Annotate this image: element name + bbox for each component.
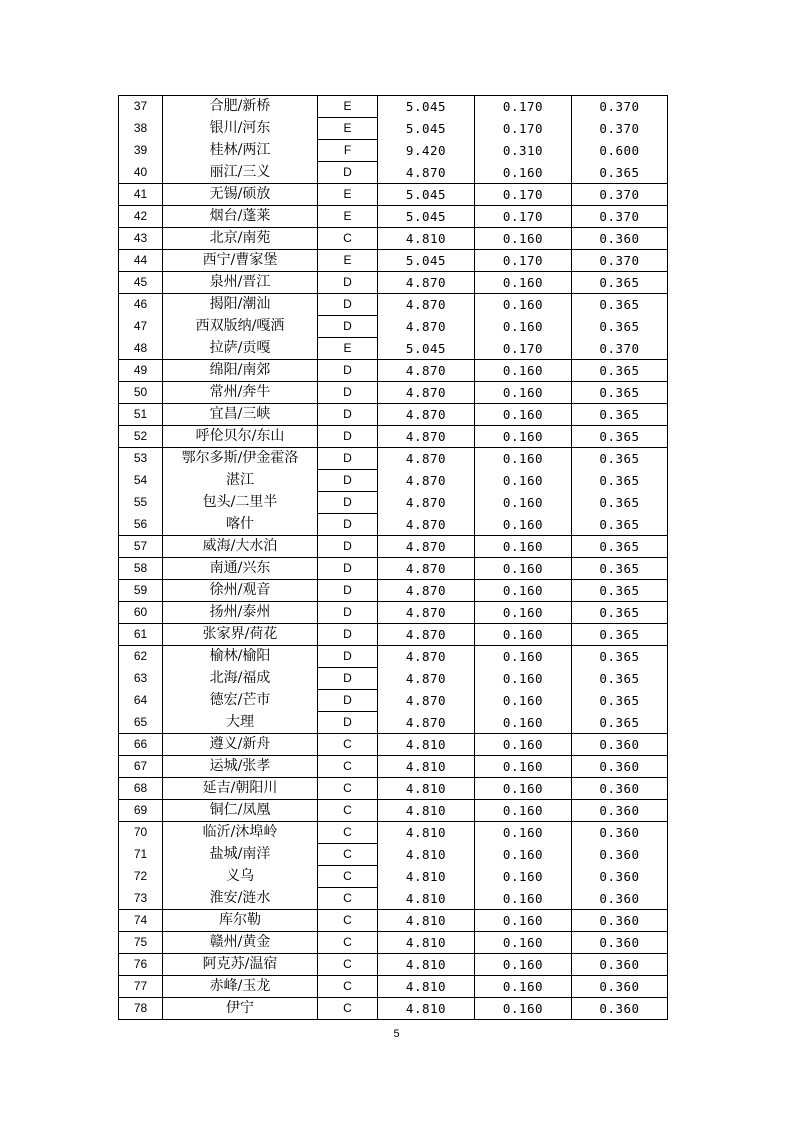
- airport-grade: D: [318, 536, 378, 558]
- fee-value-1: 4.870: [378, 426, 475, 448]
- fee-value-3: 0.365: [572, 624, 668, 646]
- row-number: 52: [119, 426, 163, 448]
- table-row: [119, 976, 668, 998]
- airport-name: 西双版纳/嘎洒: [163, 316, 318, 338]
- table-row: [119, 932, 668, 954]
- fee-value-2: 0.170: [475, 250, 572, 272]
- row-number: 56: [119, 514, 163, 536]
- table-row: [119, 536, 668, 558]
- airport-name: 丽江/三义: [163, 162, 318, 184]
- fee-value-2: 0.170: [475, 118, 572, 140]
- airport-grade: D: [318, 316, 378, 338]
- fee-value-3: 0.370: [572, 206, 668, 228]
- airport-name: 呼伦贝尔/东山: [163, 426, 318, 448]
- table-row: [119, 162, 668, 184]
- fee-value-3: 0.360: [572, 778, 668, 800]
- row-number: 71: [119, 844, 163, 866]
- fee-value-3: 0.600: [572, 140, 668, 162]
- fee-value-3: 0.370: [572, 338, 668, 360]
- fee-value-3: 0.365: [572, 602, 668, 624]
- airport-name: 包头/二里半: [163, 492, 318, 514]
- fee-value-2: 0.160: [475, 690, 572, 712]
- fee-value-1: 4.870: [378, 294, 475, 316]
- fee-value-1: 9.420: [378, 140, 475, 162]
- fee-value-2: 0.170: [475, 206, 572, 228]
- row-number: 63: [119, 668, 163, 690]
- fee-value-2: 0.160: [475, 822, 572, 844]
- airport-grade: D: [318, 360, 378, 382]
- airport-grade: D: [318, 294, 378, 316]
- fee-value-1: 4.870: [378, 272, 475, 294]
- table-row: [119, 866, 668, 888]
- fee-value-1: 4.870: [378, 668, 475, 690]
- fee-value-1: 4.810: [378, 954, 475, 976]
- fee-value-1: 4.870: [378, 404, 475, 426]
- row-number: 75: [119, 932, 163, 954]
- table-row: [119, 888, 668, 910]
- airport-grade: C: [318, 866, 378, 888]
- fee-value-1: 4.870: [378, 536, 475, 558]
- row-number: 62: [119, 646, 163, 668]
- airport-name: 遵义/新舟: [163, 734, 318, 756]
- airport-name: 南通/兴东: [163, 558, 318, 580]
- airport-name: 合肥/新桥: [163, 96, 318, 118]
- table-row: [119, 602, 668, 624]
- fee-value-1: 5.045: [378, 250, 475, 272]
- fee-value-2: 0.160: [475, 646, 572, 668]
- airport-name: 宜昌/三峡: [163, 404, 318, 426]
- fee-value-1: 4.870: [378, 514, 475, 536]
- airport-name: 运城/张孝: [163, 756, 318, 778]
- fee-value-1: 4.870: [378, 624, 475, 646]
- fee-value-3: 0.365: [572, 492, 668, 514]
- fee-value-3: 0.365: [572, 162, 668, 184]
- row-number: 61: [119, 624, 163, 646]
- row-number: 58: [119, 558, 163, 580]
- fee-value-3: 0.365: [572, 272, 668, 294]
- airport-name: 西宁/曹家堡: [163, 250, 318, 272]
- airport-grade: E: [318, 118, 378, 140]
- airport-grade: D: [318, 558, 378, 580]
- fee-value-2: 0.160: [475, 294, 572, 316]
- airport-grade: D: [318, 602, 378, 624]
- airport-grade: D: [318, 580, 378, 602]
- airport-grade: D: [318, 382, 378, 404]
- airport-grade: D: [318, 624, 378, 646]
- airport-name: 拉萨/贡嘎: [163, 338, 318, 360]
- table-row: [119, 712, 668, 734]
- fee-value-1: 5.045: [378, 338, 475, 360]
- fee-value-1: 4.870: [378, 492, 475, 514]
- table-row: [119, 778, 668, 800]
- fee-value-2: 0.160: [475, 404, 572, 426]
- airport-name: 鄂尔多斯/伊金霍洛: [163, 448, 318, 470]
- fee-value-3: 0.360: [572, 976, 668, 998]
- table-row: [119, 338, 668, 360]
- airport-name: 库尔勒: [163, 910, 318, 932]
- fee-value-2: 0.160: [475, 734, 572, 756]
- fee-value-1: 4.870: [378, 558, 475, 580]
- table-row: [119, 96, 668, 118]
- airport-grade: E: [318, 206, 378, 228]
- airport-grade: C: [318, 910, 378, 932]
- fee-value-1: 4.810: [378, 734, 475, 756]
- fee-value-3: 0.360: [572, 932, 668, 954]
- fee-value-2: 0.170: [475, 184, 572, 206]
- row-number: 60: [119, 602, 163, 624]
- fee-value-2: 0.160: [475, 844, 572, 866]
- fee-value-3: 0.360: [572, 756, 668, 778]
- table-row: [119, 118, 668, 140]
- fee-value-3: 0.360: [572, 866, 668, 888]
- fee-value-2: 0.160: [475, 228, 572, 250]
- airport-name: 扬州/泰州: [163, 602, 318, 624]
- airport-name: 大理: [163, 712, 318, 734]
- table-row: [119, 668, 668, 690]
- fee-value-3: 0.365: [572, 712, 668, 734]
- table-row: [119, 206, 668, 228]
- row-number: 49: [119, 360, 163, 382]
- airport-name: 泉州/晋江: [163, 272, 318, 294]
- airport-grade: D: [318, 492, 378, 514]
- airport-name: 银川/河东: [163, 118, 318, 140]
- fee-value-3: 0.360: [572, 954, 668, 976]
- airport-name: 阿克苏/温宿: [163, 954, 318, 976]
- airport-grade: C: [318, 998, 378, 1020]
- fee-value-1: 4.810: [378, 778, 475, 800]
- fee-value-2: 0.160: [475, 448, 572, 470]
- airport-name: 北京/南苑: [163, 228, 318, 250]
- fee-value-1: 4.810: [378, 976, 475, 998]
- fee-value-1: 4.870: [378, 690, 475, 712]
- airport-grade: D: [318, 690, 378, 712]
- table-row: [119, 448, 668, 470]
- airport-name: 盐城/南洋: [163, 844, 318, 866]
- airport-name: 威海/大水泊: [163, 536, 318, 558]
- airport-grade: D: [318, 162, 378, 184]
- airport-grade: E: [318, 338, 378, 360]
- fee-value-2: 0.160: [475, 800, 572, 822]
- fee-value-2: 0.160: [475, 360, 572, 382]
- airport-grade: D: [318, 514, 378, 536]
- row-number: 67: [119, 756, 163, 778]
- airport-grade: C: [318, 756, 378, 778]
- row-number: 38: [119, 118, 163, 140]
- airport-name: 临沂/沐埠岭: [163, 822, 318, 844]
- table-row: [119, 404, 668, 426]
- row-number: 51: [119, 404, 163, 426]
- row-number: 57: [119, 536, 163, 558]
- fee-value-3: 0.365: [572, 646, 668, 668]
- airport-name: 赤峰/玉龙: [163, 976, 318, 998]
- table-row: [119, 492, 668, 514]
- airport-grade: C: [318, 800, 378, 822]
- table-row: [119, 954, 668, 976]
- fee-value-3: 0.365: [572, 668, 668, 690]
- fee-value-2: 0.170: [475, 338, 572, 360]
- airport-name: 烟台/蓬莱: [163, 206, 318, 228]
- airport-grade: C: [318, 976, 378, 998]
- fee-value-1: 4.810: [378, 756, 475, 778]
- fee-value-3: 0.360: [572, 822, 668, 844]
- fee-value-2: 0.160: [475, 602, 572, 624]
- fee-value-1: 4.810: [378, 888, 475, 910]
- airport-grade: D: [318, 668, 378, 690]
- fee-value-2: 0.160: [475, 866, 572, 888]
- airport-grade: C: [318, 734, 378, 756]
- airport-grade: C: [318, 228, 378, 250]
- airport-grade: C: [318, 844, 378, 866]
- fee-value-1: 4.870: [378, 646, 475, 668]
- airport-name: 赣州/黄金: [163, 932, 318, 954]
- airport-grade: D: [318, 426, 378, 448]
- table-row: [119, 360, 668, 382]
- row-number: 73: [119, 888, 163, 910]
- fee-value-3: 0.365: [572, 580, 668, 602]
- fee-value-3: 0.370: [572, 96, 668, 118]
- fee-value-3: 0.365: [572, 294, 668, 316]
- airport-name: 绵阳/南郊: [163, 360, 318, 382]
- fee-value-3: 0.365: [572, 316, 668, 338]
- fee-value-2: 0.160: [475, 162, 572, 184]
- row-number: 42: [119, 206, 163, 228]
- page-number: 5: [393, 1028, 400, 1040]
- table-body: [119, 96, 668, 1020]
- airport-grade: F: [318, 140, 378, 162]
- airport-grade: E: [318, 184, 378, 206]
- fee-value-2: 0.160: [475, 998, 572, 1020]
- airport-name: 常州/奔牛: [163, 382, 318, 404]
- fee-value-1: 4.870: [378, 602, 475, 624]
- fee-value-1: 5.045: [378, 206, 475, 228]
- row-number: 70: [119, 822, 163, 844]
- table-row: [119, 228, 668, 250]
- row-number: 41: [119, 184, 163, 206]
- airport-name: 淮安/涟水: [163, 888, 318, 910]
- row-number: 53: [119, 448, 163, 470]
- table-row: [119, 844, 668, 866]
- fee-value-3: 0.365: [572, 448, 668, 470]
- fee-value-3: 0.360: [572, 998, 668, 1020]
- fee-value-1: 5.045: [378, 118, 475, 140]
- airport-grade: C: [318, 888, 378, 910]
- fee-value-3: 0.365: [572, 514, 668, 536]
- fee-value-1: 4.870: [378, 712, 475, 734]
- airport-name: 喀什: [163, 514, 318, 536]
- row-number: 77: [119, 976, 163, 998]
- row-number: 46: [119, 294, 163, 316]
- airport-name: 揭阳/潮汕: [163, 294, 318, 316]
- fee-value-3: 0.370: [572, 118, 668, 140]
- table-row: [119, 800, 668, 822]
- fee-value-3: 0.365: [572, 470, 668, 492]
- fee-value-1: 4.870: [378, 580, 475, 602]
- fee-value-2: 0.160: [475, 712, 572, 734]
- fee-value-2: 0.160: [475, 932, 572, 954]
- fee-value-2: 0.160: [475, 580, 572, 602]
- airport-grade: E: [318, 250, 378, 272]
- fee-value-1: 4.870: [378, 448, 475, 470]
- airport-name: 伊宁: [163, 998, 318, 1020]
- table-row: [119, 558, 668, 580]
- row-number: 59: [119, 580, 163, 602]
- fee-value-1: 5.045: [378, 184, 475, 206]
- table-row: [119, 140, 668, 162]
- table-row: [119, 998, 668, 1020]
- airport-grade: D: [318, 470, 378, 492]
- row-number: 55: [119, 492, 163, 514]
- fee-value-3: 0.360: [572, 734, 668, 756]
- table-row: [119, 470, 668, 492]
- row-number: 68: [119, 778, 163, 800]
- row-number: 74: [119, 910, 163, 932]
- table-row: [119, 822, 668, 844]
- table-row: [119, 316, 668, 338]
- fee-value-1: 4.870: [378, 382, 475, 404]
- fee-value-3: 0.360: [572, 888, 668, 910]
- fee-value-2: 0.160: [475, 514, 572, 536]
- fee-value-1: 4.810: [378, 998, 475, 1020]
- fee-value-2: 0.160: [475, 382, 572, 404]
- fee-value-2: 0.160: [475, 316, 572, 338]
- fee-value-3: 0.365: [572, 360, 668, 382]
- fee-value-1: 4.810: [378, 800, 475, 822]
- airport-grade: E: [318, 96, 378, 118]
- fee-value-1: 4.870: [378, 470, 475, 492]
- fee-value-2: 0.160: [475, 976, 572, 998]
- fee-value-3: 0.360: [572, 910, 668, 932]
- fee-value-1: 4.810: [378, 844, 475, 866]
- fee-value-3: 0.370: [572, 184, 668, 206]
- fee-value-2: 0.160: [475, 536, 572, 558]
- fee-value-2: 0.160: [475, 272, 572, 294]
- fee-value-3: 0.365: [572, 426, 668, 448]
- airport-name: 义乌: [163, 866, 318, 888]
- fee-value-1: 4.810: [378, 910, 475, 932]
- row-number: 37: [119, 96, 163, 118]
- fee-value-3: 0.370: [572, 250, 668, 272]
- row-number: 45: [119, 272, 163, 294]
- fee-value-2: 0.160: [475, 426, 572, 448]
- fee-value-2: 0.160: [475, 910, 572, 932]
- row-number: 50: [119, 382, 163, 404]
- table-row: [119, 250, 668, 272]
- row-number: 78: [119, 998, 163, 1020]
- fee-value-3: 0.365: [572, 382, 668, 404]
- airport-grade: D: [318, 272, 378, 294]
- fee-value-1: 4.870: [378, 360, 475, 382]
- fee-value-3: 0.365: [572, 404, 668, 426]
- row-number: 48: [119, 338, 163, 360]
- airport-grade: C: [318, 822, 378, 844]
- airport-name: 无锡/硕放: [163, 184, 318, 206]
- table-row: [119, 756, 668, 778]
- airport-fee-table: [118, 95, 668, 1020]
- table-row: [119, 624, 668, 646]
- fee-value-2: 0.160: [475, 888, 572, 910]
- airport-name: 湛江: [163, 470, 318, 492]
- fee-value-2: 0.160: [475, 470, 572, 492]
- fee-value-2: 0.310: [475, 140, 572, 162]
- fee-value-1: 4.810: [378, 932, 475, 954]
- fee-value-3: 0.365: [572, 690, 668, 712]
- table-row: [119, 910, 668, 932]
- row-number: 66: [119, 734, 163, 756]
- row-number: 44: [119, 250, 163, 272]
- row-number: 47: [119, 316, 163, 338]
- table-row: [119, 690, 668, 712]
- fee-value-2: 0.160: [475, 954, 572, 976]
- fee-value-3: 0.360: [572, 844, 668, 866]
- row-number: 72: [119, 866, 163, 888]
- fee-value-1: 4.810: [378, 228, 475, 250]
- fee-value-1: 5.045: [378, 96, 475, 118]
- fee-value-3: 0.365: [572, 558, 668, 580]
- fee-value-1: 4.870: [378, 162, 475, 184]
- table-row: [119, 514, 668, 536]
- airport-name: 榆林/榆阳: [163, 646, 318, 668]
- airport-grade: D: [318, 404, 378, 426]
- table-row: [119, 382, 668, 404]
- row-number: 69: [119, 800, 163, 822]
- row-number: 39: [119, 140, 163, 162]
- fee-value-2: 0.160: [475, 624, 572, 646]
- fee-value-2: 0.160: [475, 756, 572, 778]
- airport-name: 北海/福成: [163, 668, 318, 690]
- fee-value-2: 0.160: [475, 668, 572, 690]
- table-row: [119, 580, 668, 602]
- fee-value-2: 0.160: [475, 492, 572, 514]
- row-number: 40: [119, 162, 163, 184]
- table-row: [119, 272, 668, 294]
- airport-grade: D: [318, 646, 378, 668]
- airport-grade: D: [318, 712, 378, 734]
- table-row: [119, 184, 668, 206]
- fee-value-2: 0.160: [475, 558, 572, 580]
- fee-value-1: 4.870: [378, 316, 475, 338]
- fee-value-3: 0.360: [572, 228, 668, 250]
- fee-value-2: 0.160: [475, 778, 572, 800]
- fee-value-3: 0.365: [572, 536, 668, 558]
- airport-name: 张家界/荷花: [163, 624, 318, 646]
- airport-grade: C: [318, 954, 378, 976]
- row-number: 64: [119, 690, 163, 712]
- airport-grade: C: [318, 932, 378, 954]
- table-row: [119, 294, 668, 316]
- row-number: 54: [119, 470, 163, 492]
- airport-grade: D: [318, 448, 378, 470]
- airport-grade: C: [318, 778, 378, 800]
- row-number: 43: [119, 228, 163, 250]
- airport-name: 徐州/观音: [163, 580, 318, 602]
- airport-name: 桂林/两江: [163, 140, 318, 162]
- fee-value-2: 0.170: [475, 96, 572, 118]
- table-row: [119, 646, 668, 668]
- fee-value-1: 4.810: [378, 866, 475, 888]
- airport-name: 延吉/朝阳川: [163, 778, 318, 800]
- airport-name: 德宏/芒市: [163, 690, 318, 712]
- row-number: 76: [119, 954, 163, 976]
- airport-name: 铜仁/凤凰: [163, 800, 318, 822]
- row-number: 65: [119, 712, 163, 734]
- fee-value-1: 4.810: [378, 822, 475, 844]
- table-row: [119, 426, 668, 448]
- table-row: [119, 734, 668, 756]
- fee-value-3: 0.360: [572, 800, 668, 822]
